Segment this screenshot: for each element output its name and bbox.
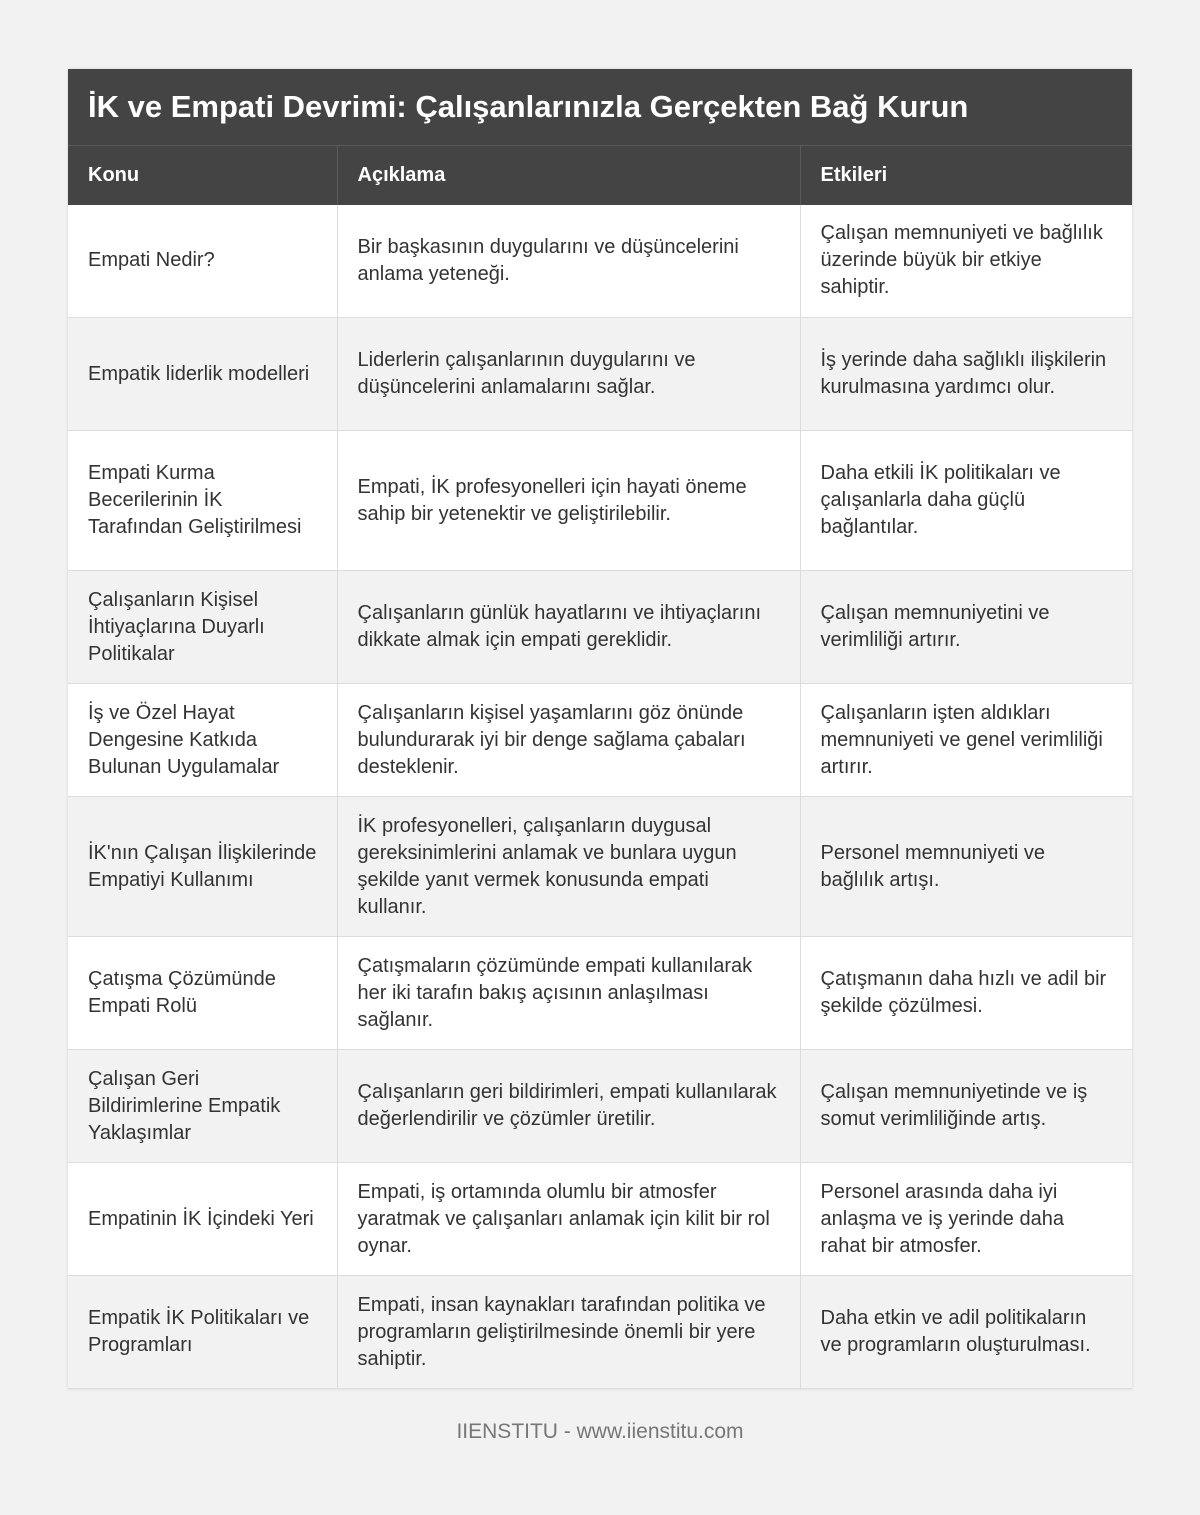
cell-etkileri: Çalışanların işten aldıkları memnuniyeti ve genel verimliliği artırır. <box>800 684 1132 797</box>
table-row <box>68 684 1132 797</box>
cell-konu: Çatışma Çözümünde Empati Rolü <box>68 937 337 1050</box>
cell-konu: İK'nın Çalışan İlişkilerinde Empatiyi Kullanımı <box>68 797 337 937</box>
column-header-aciklama: Açıklama <box>337 146 800 205</box>
cell-konu: Çalışanların Kişisel İhtiyaçlarına Duyarlı Politikalar <box>68 571 337 684</box>
cell-etkileri: Çalışan memnuniyetini ve verimliliği artırır. <box>800 571 1132 684</box>
cell-konu: İş ve Özel Hayat Dengesine Katkıda Bulunan Uygulamalar <box>68 684 337 797</box>
cell-konu: Empatik İK Politikaları ve Programları <box>68 1276 337 1389</box>
footer-credit: IIENSTITU - www.iienstitu.com <box>456 1420 744 1443</box>
cell-etkileri: İş yerinde daha sağlıklı ilişkilerin kurulmasına yardımcı olur. <box>800 318 1132 431</box>
table-header-row <box>68 146 1132 205</box>
cell-etkileri: Çalışan memnuniyeti ve bağlılık üzerinde büyük bir etkiye sahiptir. <box>800 205 1132 318</box>
cell-etkileri: Çatışmanın daha hızlı ve adil bir şekilde çözülmesi. <box>800 937 1132 1050</box>
cell-aciklama: Empati, insan kaynakları tarafından politika ve programların geliştirilmesinde önemli bir yere sahiptir. <box>337 1276 800 1389</box>
cell-etkileri: Çalışan memnuniyetinde ve iş somut verimliliğinde artış. <box>800 1050 1132 1163</box>
cell-konu: Empatik liderlik modelleri <box>68 318 337 431</box>
cell-aciklama: Çatışmaların çözümünde empati kullanılarak her iki tarafın bakış açısının anlaşılması sağlanır. <box>337 937 800 1050</box>
table-row <box>68 571 1132 684</box>
column-header-etkileri: Etkileri <box>800 146 1132 205</box>
table-row <box>68 431 1132 571</box>
cell-etkileri: Personel arasında daha iyi anlaşma ve iş yerinde daha rahat bir atmosfer. <box>800 1163 1132 1276</box>
cell-aciklama: Bir başkasının duygularını ve düşüncelerini anlama yeteneği. <box>337 205 800 318</box>
cell-etkileri: Daha etkili İK politikaları ve çalışanlarla daha güçlü bağlantılar. <box>800 431 1132 571</box>
cell-aciklama: Çalışanların kişisel yaşamlarını göz önünde bulundurarak iyi bir denge sağlama çabaları desteklenir. <box>337 684 800 797</box>
cell-konu: Çalışan Geri Bildirimlerine Empatik Yaklaşımlar <box>68 1050 337 1163</box>
data-table <box>68 145 1132 1389</box>
table-row <box>68 1276 1132 1389</box>
table-row <box>68 797 1132 937</box>
table-row <box>68 1050 1132 1163</box>
cell-aciklama: Empati, İK profesyonelleri için hayati öneme sahip bir yetenektir ve geliştirilebilir. <box>337 431 800 571</box>
table-row <box>68 937 1132 1050</box>
cell-aciklama: Çalışanların günlük hayatlarını ve ihtiyaçlarını dikkate almak için empati gereklidir. <box>337 571 800 684</box>
column-header-konu: Konu <box>68 146 337 205</box>
cell-aciklama: İK profesyonelleri, çalışanların duygusal gereksinimlerini anlamak ve bunlara uygun şekilde yanıt vermek konusunda empati kullanır. <box>337 797 800 937</box>
table-row <box>68 1163 1132 1276</box>
table-row <box>68 318 1132 431</box>
table-row <box>68 205 1132 318</box>
cell-aciklama: Çalışanların geri bildirimleri, empati kullanılarak değerlendirilir ve çözümler üretilir. <box>337 1050 800 1163</box>
cell-etkileri: Daha etkin ve adil politikaların ve programların oluşturulması. <box>800 1276 1132 1389</box>
cell-etkileri: Personel memnuniyeti ve bağlılık artışı. <box>800 797 1132 937</box>
table-card <box>68 69 1132 1389</box>
cell-konu: Empati Nedir? <box>68 205 337 318</box>
cell-konu: Empatinin İK İçindeki Yeri <box>68 1163 337 1276</box>
cell-aciklama: Liderlerin çalışanlarının duygularını ve düşüncelerini anlamalarını sağlar. <box>337 318 800 431</box>
cell-aciklama: Empati, iş ortamında olumlu bir atmosfer yaratmak ve çalışanları anlamak için kilit bir rol oynar. <box>337 1163 800 1276</box>
cell-konu: Empati Kurma Becerilerinin İK Tarafından Geliştirilmesi <box>68 431 337 571</box>
page-title: İK ve Empati Devrimi: Çalışanlarınızla Gerçekten Bağ Kurun <box>68 69 1132 145</box>
